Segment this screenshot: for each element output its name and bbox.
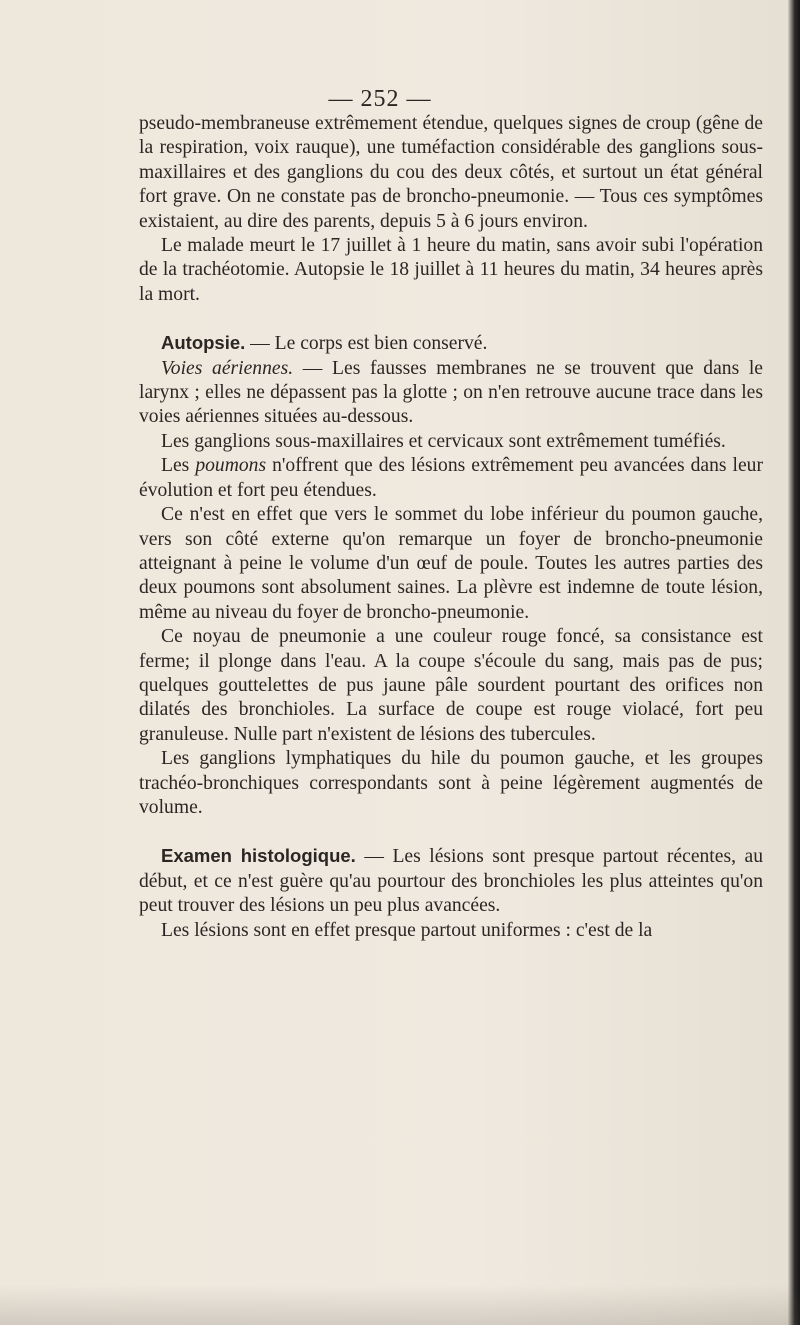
paragraph-poumons-post: n'offrent que des lésions extrêmement peu avancées dans leur évolution et fort peu étendues. xyxy=(139,455,763,501)
paragraph-foyer: Ce n'est en effet que vers le sommet du lobe inférieur du poumon gauche, vers son côté externe qu'on remarque un foyer de broncho-pneumonie atteignant à peine le volume d'un œuf de poule. Toutes les autres parties des deux poumons sont absolument saines. La plèvre est indemne de toute lésion, même au niveau du foyer de broncho-pneumonie. xyxy=(139,504,763,623)
paragraph-noyau: Ce noyau de pneumonie a une couleur rouge foncé, sa consistance est ferme; il plonge dans l'eau. A la coupe s'écoule du sang, mais pas de pus; quelques gouttelettes de pus jaune pâle sourdent pourtant des orifices non dilatés des bronchioles. La surface de coupe est rouge violacé, fort peu granuleuse. Nulle part n'existent de lésions des tubercules. xyxy=(139,626,763,745)
paragraph-2: Le malade meurt le 17 juillet à 1 heure du matin, sans avoir subi l'opération de la trachéotomie. Autopsie le 18 juillet à 11 heures du matin, 34 heures après la mort. xyxy=(139,235,763,305)
paragraph-examen-text: — Les lésions sont presque partout récentes, au début, et ce n'est guère qu'au pourtour des bronchioles les plus atteintes qu'on peut trouver des lésions un peu plus avancées. xyxy=(139,846,763,917)
heading-voies-aeriennes: Voies aériennes. xyxy=(161,357,294,379)
paragraph-poumons-pre: Les xyxy=(161,455,196,477)
body-text xyxy=(139,112,763,943)
page-bottom-shadow xyxy=(0,1285,800,1325)
paragraph-ganglions-hile: Les ganglions lymphatiques du hile du poumon gauche, et les groupes trachéo-bronchiques correspondants sont à peine légèrement augmentés de volume. xyxy=(139,748,763,818)
heading-examen-histologique: Examen histologique. xyxy=(161,845,356,867)
heading-autopsie: Autopsie. xyxy=(161,332,246,354)
paragraph-examen xyxy=(139,844,763,918)
paragraph-voies-aeriennes-text: — Les fausses membranes ne se trouvent que dans le larynx ; elles ne dépassent pas la glotte ; on n'en retrouve aucune trace dans les voies aériennes situées au-dessous. xyxy=(139,357,763,428)
page-edge-shadow xyxy=(788,0,800,1325)
paragraph-autopsie-text: — Le corps est bien conservé. xyxy=(245,333,488,355)
paragraph-ganglions: Les ganglions sous-maxillaires et cervicaux sont extrêmement tuméfiés. xyxy=(161,430,726,452)
emph-poumons: poumons xyxy=(195,455,267,477)
paragraph-autopsie xyxy=(139,331,763,356)
paragraph-1: pseudo-membraneuse extrêmement étendue, quelques signes de croup (gêne de la respiration, voix rauque), une tuméfaction considérable des ganglions sous-maxillaires et des ganglions du cou des deux côtés, et surtout un état général fort grave. On ne constate pas de broncho-pneumonie. — Tous ces symptômes existaient, au dire des parents, depuis 5 à 6 jours environ. xyxy=(139,113,763,232)
paragraph-lesions: Les lésions sont en effet presque partout uniformes : c'est de la xyxy=(161,919,653,941)
paragraph-poumons xyxy=(139,454,763,503)
page-number: — 252 — xyxy=(328,86,432,112)
paragraph-voies-aeriennes xyxy=(139,357,763,430)
